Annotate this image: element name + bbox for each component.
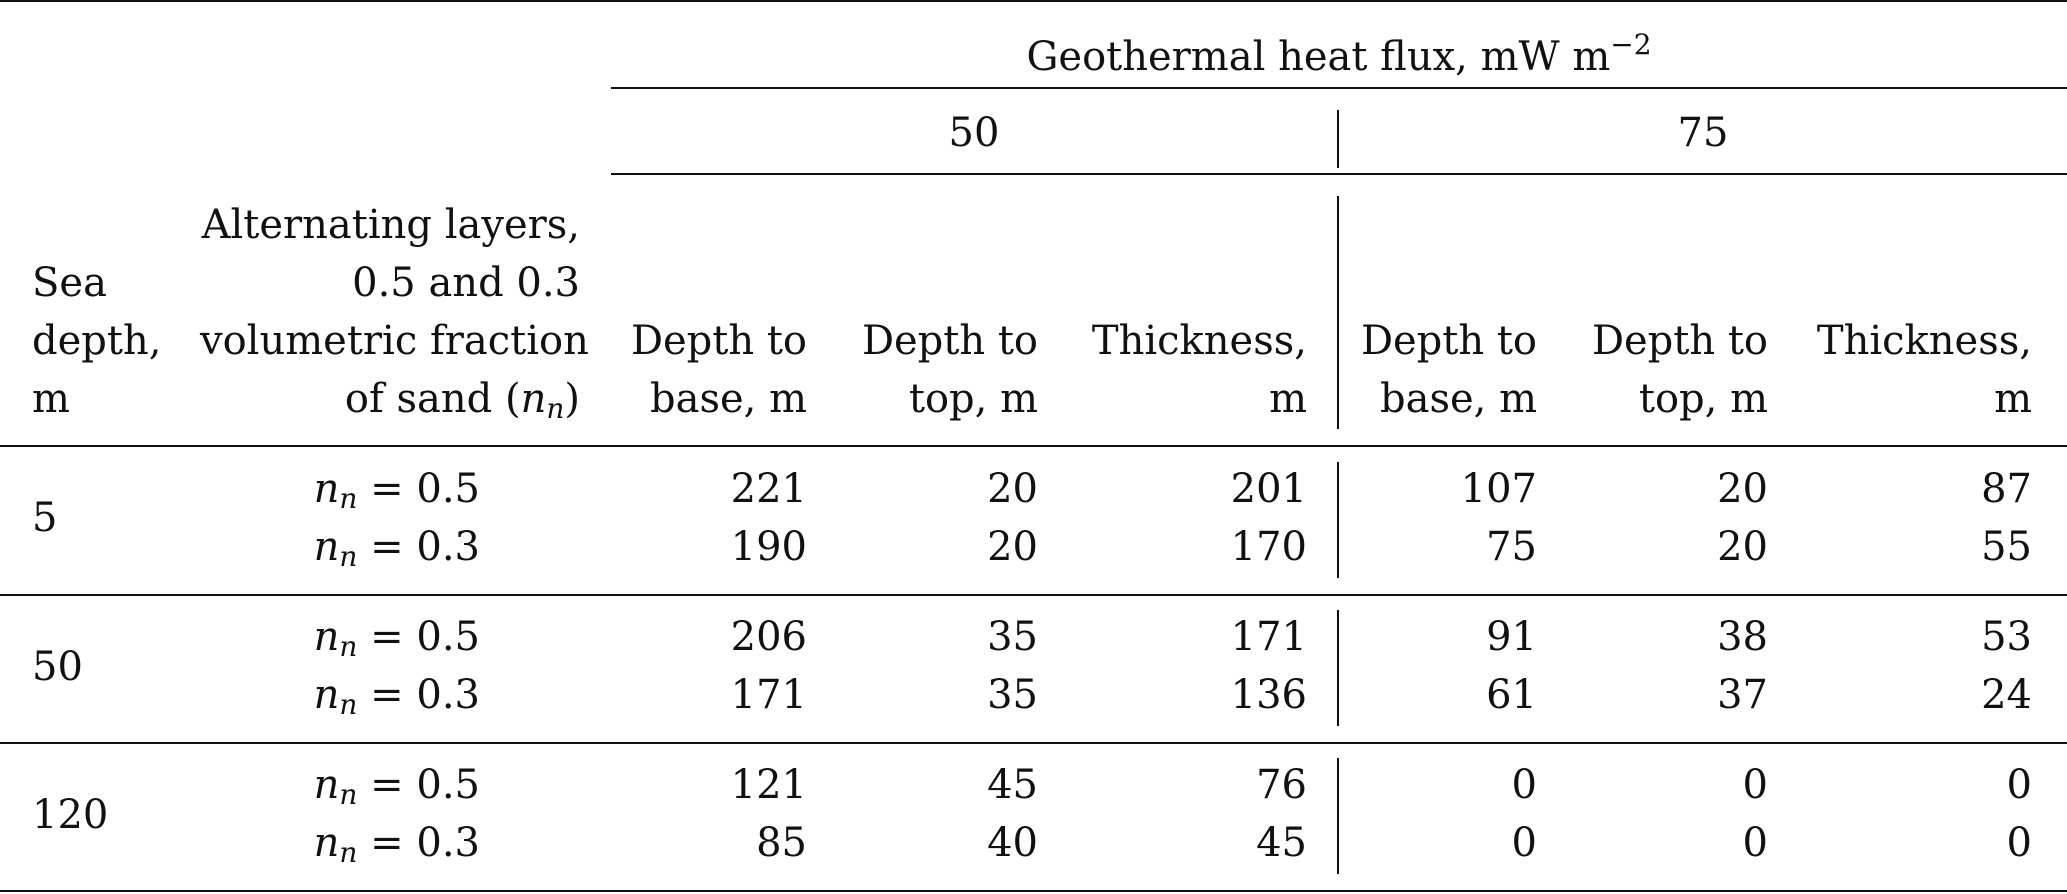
value-cell: 91 <box>1486 614 1537 660</box>
layers-header-line: 0.5 and 0.3 <box>352 260 580 306</box>
value-cell: 107 <box>1460 466 1537 512</box>
sub-header-depth-base-75 <box>1345 312 1537 428</box>
sub-header-depth-top-75 <box>1560 312 1768 428</box>
value-cell: 0 <box>1511 820 1537 866</box>
layers-header-close: ) <box>564 376 580 422</box>
value-cell: 20 <box>1717 524 1768 570</box>
fraction-var: n <box>313 672 340 718</box>
value-cell: 121 <box>730 762 807 808</box>
sub-header-thickness-50 <box>1070 312 1307 428</box>
sub-header-line: base, m <box>649 376 807 422</box>
sea-depth-cell: 5 <box>32 495 58 541</box>
fraction-sub: n <box>339 778 358 811</box>
value-cell: 20 <box>987 466 1038 512</box>
fraction-sub: n <box>339 630 358 663</box>
value-cell: 20 <box>1717 466 1768 512</box>
value-cell: 0 <box>1742 820 1768 866</box>
value-cell: 171 <box>730 672 807 718</box>
group-rule <box>611 173 2067 175</box>
layers-header-var: n <box>520 376 547 422</box>
heat-flux-exponent: −2 <box>1610 28 1652 61</box>
value-cell: 0 <box>2006 762 2032 808</box>
spanner-rule <box>611 87 2067 89</box>
fraction-eq: = 0.3 <box>357 524 480 570</box>
flux-group-header-75: 75 <box>1677 110 1729 156</box>
value-cell: 190 <box>730 524 807 570</box>
value-cell: 40 <box>987 820 1038 866</box>
column-divider <box>1337 462 1339 578</box>
heat-flux-spanner-header <box>611 16 2067 86</box>
sub-header-line: top, m <box>1638 376 1768 422</box>
fraction-eq: = 0.5 <box>357 614 480 660</box>
value-cell: 76 <box>1256 762 1307 808</box>
value-cell: 35 <box>987 614 1038 660</box>
sub-header-line: base, m <box>1379 376 1537 422</box>
sub-header-line: Depth to <box>861 318 1038 364</box>
value-cell: 20 <box>987 524 1038 570</box>
sea-depth-header-line: m <box>32 376 70 422</box>
flux-group-header-50: 50 <box>948 110 1000 156</box>
sub-header-depth-base-50 <box>611 312 807 428</box>
fraction-cell <box>200 518 480 586</box>
layers-header-text: of sand ( <box>344 376 521 422</box>
fraction-var: n <box>313 614 340 660</box>
layers-header-sub: n <box>546 392 565 425</box>
fraction-cell <box>200 666 480 734</box>
fraction-var: n <box>313 820 340 866</box>
layers-header-line: Alternating layers, <box>201 202 580 248</box>
fraction-sub: n <box>339 482 358 515</box>
fraction-cell <box>200 814 480 882</box>
value-cell: 53 <box>1981 614 2032 660</box>
value-cell: 45 <box>1256 820 1307 866</box>
layers-header-line <box>200 370 580 438</box>
sub-header-line: Depth to <box>1591 318 1768 364</box>
layers-header <box>200 196 589 438</box>
value-cell: 170 <box>1230 524 1307 570</box>
top-rule <box>0 0 2067 2</box>
fraction-var: n <box>313 466 340 512</box>
layers-header-line: volumetric fraction <box>200 318 589 364</box>
value-cell: 75 <box>1486 524 1537 570</box>
value-cell: 35 <box>987 672 1038 718</box>
sub-header-line: Thickness, <box>1816 318 2032 364</box>
fraction-sub: n <box>339 688 358 721</box>
sea-depth-header-line: Sea <box>32 260 107 306</box>
fraction-var: n <box>313 524 340 570</box>
fraction-eq: = 0.3 <box>357 820 480 866</box>
sea-depth-cell: 50 <box>32 644 83 690</box>
value-cell: 0 <box>2006 820 2032 866</box>
sub-header-line: top, m <box>908 376 1038 422</box>
sub-header-line: m <box>1269 376 1307 422</box>
fraction-eq: = 0.5 <box>357 466 480 512</box>
column-divider <box>1337 610 1339 726</box>
bottom-rule <box>0 890 2067 892</box>
sea-depth-header-line: depth, <box>32 318 162 364</box>
value-cell: 171 <box>1230 614 1307 660</box>
value-cell: 24 <box>1981 672 2032 718</box>
value-cell: 136 <box>1230 672 1307 718</box>
fraction-eq: = 0.3 <box>357 672 480 718</box>
header-bottom-rule <box>0 445 2067 447</box>
group-separator-rule <box>0 594 2067 596</box>
value-cell: 37 <box>1717 672 1768 718</box>
fraction-sub: n <box>339 836 358 869</box>
sub-header-line: Depth to <box>1360 318 1537 364</box>
fraction-var: n <box>313 762 340 808</box>
group-separator-rule <box>0 742 2067 744</box>
sub-header-line: Depth to <box>630 318 807 364</box>
value-cell: 221 <box>730 466 807 512</box>
sub-header-depth-top-50 <box>830 312 1038 428</box>
value-cell: 61 <box>1486 672 1537 718</box>
sub-header-line: m <box>1994 376 2032 422</box>
column-divider <box>1337 758 1339 874</box>
column-divider <box>1337 196 1339 429</box>
value-cell: 0 <box>1511 762 1537 808</box>
sub-header-line: Thickness, <box>1091 318 1307 364</box>
value-cell: 206 <box>730 614 807 660</box>
heat-flux-label: Geothermal heat flux, mW m <box>1026 34 1611 80</box>
sea-depth-header <box>32 254 161 428</box>
value-cell: 0 <box>1742 762 1768 808</box>
value-cell: 85 <box>756 820 807 866</box>
value-cell: 38 <box>1717 614 1768 660</box>
sea-depth-cell: 120 <box>32 792 109 838</box>
value-cell: 45 <box>987 762 1038 808</box>
sub-header-thickness-75 <box>1790 312 2032 428</box>
value-cell: 87 <box>1981 466 2032 512</box>
value-cell: 201 <box>1230 466 1307 512</box>
fraction-eq: = 0.5 <box>357 762 480 808</box>
fraction-sub: n <box>339 540 358 573</box>
value-cell: 55 <box>1981 524 2032 570</box>
